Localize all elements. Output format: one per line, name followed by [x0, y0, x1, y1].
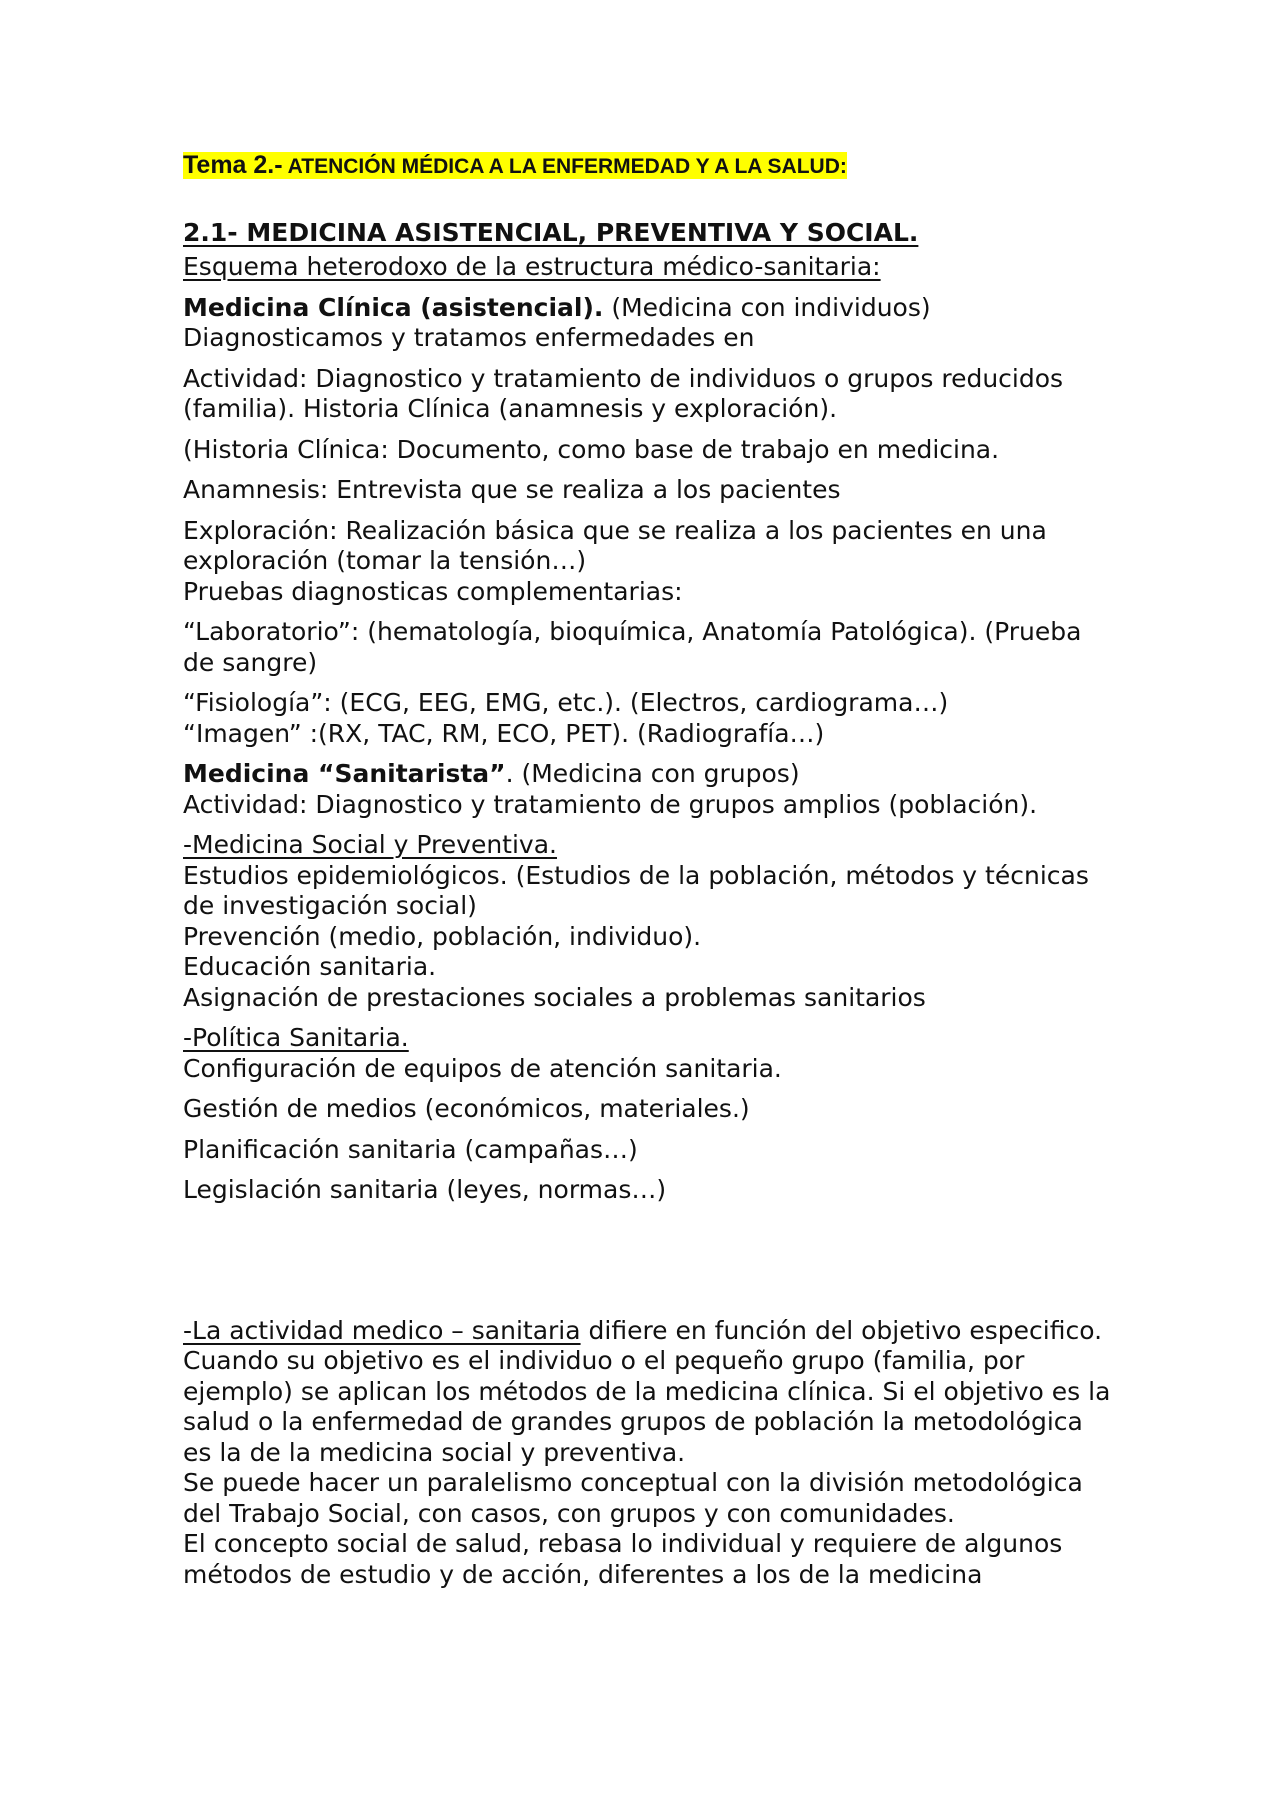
clinica-fisiologia: “Fisiología”: (ECG, EEG, EMG, etc.). (Electros, cardiograma…) — [183, 688, 949, 717]
social-item: Estudios epidemiológicos. (Estudios de la población, métodos y técnicas de investigación social) — [183, 860, 1089, 920]
politica-item: Gestión de medios (económicos, materiales.) — [183, 1094, 750, 1123]
clinica-actividad: Actividad: Diagnostico y tratamiento de individuos o grupos reducidos (familia). Historia Clínica (anamnesis y exploración). — [183, 363, 1064, 423]
actividad-p3: El concepto social de salud, rebasa lo individual y requiere de algunos métodos de estudio y de acción, diferentes a los de la medicina — [183, 1529, 1063, 1589]
clinica-bold: Medicina Clínica (asistencial). — [183, 292, 604, 322]
clinica-imagen: “Imagen” :(RX, TAC, RM, ECO, PET). (Radiografía…) — [183, 718, 825, 748]
title-highlight — [183, 152, 847, 179]
social-item: Asignación de prestaciones sociales a problemas sanitarios — [183, 982, 926, 1012]
sanitarista-bold: Medicina “Sanitarista” — [183, 759, 506, 788]
clinica-rest: (Medicina con individuos) — [603, 292, 931, 322]
clinica-historia: (Historia Clínica: Documento, como base de trabajo en medicina. — [183, 434, 1000, 464]
social-heading: -Medicina Social y Preventiva. — [183, 830, 557, 859]
actividad-rest: difiere en función del objetivo especifico. — [580, 1315, 1103, 1345]
politica-heading: -Política Sanitaria. — [183, 1023, 409, 1052]
politica-item: Legislación sanitaria (leyes, normas…) — [183, 1175, 667, 1204]
document-page — [183, 150, 1113, 1590]
section-heading: 2.1- MEDICINA ASISTENCIAL, PREVENTIVA Y SOCIAL. — [183, 218, 919, 247]
social-item: Educación sanitaria. — [183, 952, 437, 981]
clinica-line2: Diagnosticamos y tratamos enfermedades en — [183, 323, 755, 352]
sanitarista-heading — [183, 759, 1113, 790]
politica-item: Configuración de equipos de atención sanitaria. — [183, 1053, 782, 1083]
title-rest: ATENCIÓN MÉDICA A LA ENFERMEDAD Y A LA SALUD: — [282, 155, 847, 178]
actividad-p2: Se puede hacer un paralelismo conceptual con la división metodológica del Trabajo Social, con casos, con grupos y con comunidades. — [183, 1468, 1083, 1528]
clinica-pruebas: Pruebas diagnosticas complementarias: — [183, 576, 683, 606]
actividad-p1: Cuando su objetivo es el individuo o el pequeño grupo (familia, por ejemplo) se aplican los métodos de la medicina clínica. Si el objetivo es la salud o la enfermedad de grandes grupos de población la metodológica es la de la medicina social y preventiva. — [183, 1346, 1111, 1467]
social-item: Prevención (medio, población, individuo). — [183, 921, 702, 951]
clinica-anamnesis: Anamnesis: Entrevista que se realiza a los pacientes — [183, 475, 841, 504]
title-tema: Tema 2.- — [183, 151, 283, 179]
clinica-exploracion: Exploración: Realización básica que se realiza a los pacientes en una exploración (tomar la tensión…) — [183, 515, 1047, 575]
clinica-heading — [183, 293, 1113, 324]
actividad-underlined: -La actividad medico – sanitaria — [183, 1315, 581, 1345]
politica-item: Planificación sanitaria (campañas…) — [183, 1134, 638, 1164]
sanitarista-rest: . (Medicina con grupos) — [505, 759, 800, 788]
clinica-laboratorio: “Laboratorio”: (hematología, bioquímica, Anatomía Patológica). (Prueba de sangre) — [183, 617, 1082, 677]
esquema-heading: Esquema heterodoxo de la estructura médico-sanitaria: — [183, 252, 881, 281]
sanitarista-actividad: Actividad: Diagnostico y tratamiento de grupos amplios (población). — [183, 789, 1038, 819]
document-title — [183, 150, 1113, 182]
actividad-heading — [183, 1316, 1113, 1347]
